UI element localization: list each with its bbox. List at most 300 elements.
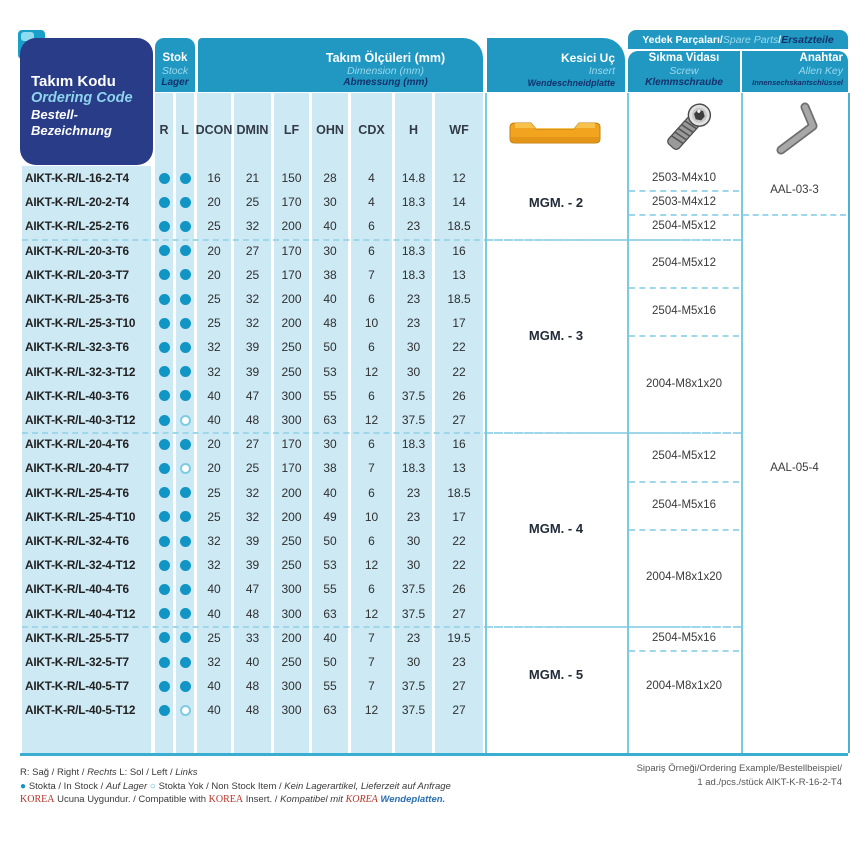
stock-r-cell — [155, 408, 173, 432]
screw-separator — [629, 190, 739, 192]
stock-dot-filled — [159, 584, 170, 595]
cell-wf: 16 — [452, 437, 466, 452]
stock-l-cell — [176, 214, 194, 238]
cell-wf: 13 — [452, 461, 466, 476]
stock-header — [155, 38, 195, 92]
cell-ohn: 55 — [323, 582, 337, 597]
cell-h: 23 — [406, 316, 421, 331]
cell-h: 18.3 — [401, 243, 426, 258]
cell-dmin: 47 — [245, 582, 260, 597]
stock-l-cell — [176, 335, 194, 359]
stock-dot-filled — [159, 366, 170, 377]
insert-icon — [505, 118, 605, 148]
cell-dcon: 25 — [207, 292, 221, 307]
cell-lf: 200 — [281, 485, 302, 500]
section-separator — [22, 239, 741, 241]
cell-dmin: 33 — [245, 630, 260, 645]
stock-dot-filled — [180, 608, 191, 619]
cell-dmin: 39 — [245, 364, 260, 379]
row-code: AIKT-K-R/L-40-4-T12 — [25, 606, 136, 621]
stock-dot-filled — [180, 342, 191, 353]
cell-dcon: 40 — [207, 388, 221, 403]
allen-key-label: AAL-05-4 — [770, 462, 819, 475]
cell-ohn: 40 — [323, 292, 337, 307]
screw-label: 2004-M8x1x20 — [645, 571, 723, 584]
stock-l-cell — [176, 408, 194, 432]
cell-h: 23 — [406, 509, 421, 524]
stock-dot-filled — [180, 536, 191, 547]
cell-dmin: 39 — [245, 558, 260, 573]
stock-r-cell — [155, 529, 173, 553]
cell-lf: 170 — [281, 437, 302, 452]
cell-wf: 19.5 — [447, 630, 471, 645]
spare-parts-de: Ersatzteile — [781, 33, 834, 46]
stock-l-cell — [176, 456, 194, 480]
stock-l-cell — [176, 529, 194, 553]
stock-dot-filled — [180, 439, 191, 450]
allen-key-label: AAL-03-3 — [770, 184, 819, 197]
stock-l-cell — [176, 650, 194, 674]
stock-dot-filled — [159, 463, 170, 474]
cell-dmin: 32 — [245, 485, 260, 500]
insert-group — [485, 239, 627, 433]
cell-dmin: 48 — [245, 413, 260, 428]
cell-wf: 18.5 — [447, 292, 471, 307]
ordering-code-de: Bestell-Bezeichnung — [31, 107, 112, 138]
row-code: AIKT-K-R/L-32-4-T6 — [25, 534, 129, 549]
stock-dot-filled — [180, 294, 191, 305]
stock-dot-filled — [159, 342, 170, 353]
cell-h: 23 — [406, 485, 421, 500]
stock-dot-open — [180, 463, 191, 474]
cell-dcon: 32 — [207, 655, 221, 670]
cell-dcon: 40 — [207, 413, 221, 428]
cell-dcon: 40 — [207, 582, 221, 597]
stock-r-cell — [155, 311, 173, 335]
cell-cdx: 6 — [368, 437, 375, 452]
screw-group — [627, 190, 741, 214]
cell-dmin: 32 — [245, 292, 260, 307]
column-border — [485, 93, 487, 753]
cell-dmin: 32 — [245, 316, 260, 331]
cell-h: 18.3 — [401, 461, 426, 476]
cell-dcon: 16 — [207, 171, 221, 186]
cell-h: 30 — [406, 364, 421, 379]
dimensions-de: Abmessung (mm) — [343, 77, 428, 88]
stock-l-cell — [176, 239, 194, 263]
stock-l-cell — [176, 311, 194, 335]
stock-dot-filled — [159, 632, 170, 643]
cell-cdx: 10 — [364, 316, 379, 331]
cell-wf: 16 — [452, 243, 466, 258]
insert-group — [485, 432, 627, 626]
stock-dot-filled — [180, 487, 191, 498]
cell-lf: 250 — [281, 534, 302, 549]
cell-wf: 26 — [452, 582, 466, 597]
cell-ohn: 63 — [323, 413, 337, 428]
cell-h: 23 — [406, 292, 421, 307]
stock-r-cell — [155, 650, 173, 674]
stock-l-cell — [176, 626, 194, 650]
row-code: AIKT-K-R/L-32-3-T6 — [25, 340, 129, 355]
cell-dmin: 21 — [245, 171, 260, 186]
cell-wf: 22 — [452, 534, 466, 549]
stock-dot-filled — [159, 439, 170, 450]
cell-dmin: 27 — [245, 437, 260, 452]
row-code: AIKT-K-R/L-25-2-T6 — [25, 219, 129, 234]
insert-de: Wendeschneidplatte — [527, 78, 615, 88]
stock-l-cell — [176, 674, 194, 698]
screw-label: 2504-M5x12 — [652, 256, 716, 269]
cell-dcon: 32 — [207, 364, 221, 379]
column-border — [627, 93, 629, 753]
column-border — [741, 93, 743, 753]
row-code: AIKT-K-R/L-32-5-T7 — [25, 655, 129, 670]
cell-dmin: 47 — [245, 388, 260, 403]
cell-h: 37.5 — [401, 582, 426, 597]
cell-lf: 300 — [281, 679, 302, 694]
screw-group — [627, 626, 741, 650]
cell-wf: 27 — [452, 679, 466, 694]
row-code: AIKT-K-R/L-25-3-T10 — [25, 316, 136, 331]
stock-l-cell — [176, 577, 194, 601]
cell-cdx: 7 — [368, 679, 375, 694]
cell-lf: 200 — [281, 630, 302, 645]
cell-dcon: 40 — [207, 606, 221, 621]
cell-lf: 170 — [281, 267, 302, 282]
cell-h: 37.5 — [401, 606, 426, 621]
stock-dot-filled — [180, 197, 191, 208]
allen-key-group — [741, 166, 848, 214]
stock-dot-filled — [159, 560, 170, 571]
stock-dot-filled — [180, 390, 191, 401]
cell-lf: 250 — [281, 340, 302, 355]
cell-h: 18.3 — [401, 195, 426, 210]
cell-wf: 22 — [452, 558, 466, 573]
stock-dot-filled — [159, 511, 170, 522]
cell-ohn: 48 — [323, 316, 337, 331]
cell-wf: 17 — [452, 316, 466, 331]
cell-dmin: 27 — [245, 243, 260, 258]
cell-wf: 27 — [452, 703, 466, 718]
stock-r-cell — [155, 626, 173, 650]
cell-ohn: 50 — [323, 340, 337, 355]
stock-dot-open — [180, 705, 191, 716]
screw-group — [627, 239, 741, 287]
cell-wf: 18.5 — [447, 219, 471, 234]
stock-l-cell — [176, 360, 194, 384]
cell-ohn: 30 — [323, 243, 337, 258]
spare-parts-header: Yedek Parçaları / Spare Parts / Ersatzteile — [628, 30, 848, 49]
stock-l-cell — [176, 263, 194, 287]
stock-en: Stock — [161, 65, 189, 77]
cell-h: 37.5 — [401, 703, 426, 718]
row-code: AIKT-K-R/L-20-2-T4 — [25, 195, 129, 210]
screw-separator — [629, 529, 739, 531]
cell-dcon: 20 — [207, 267, 221, 282]
cell-h: 23 — [406, 219, 421, 234]
cell-lf: 300 — [281, 388, 302, 403]
insert-header — [487, 38, 625, 92]
screw-group — [627, 287, 741, 335]
row-code: AIKT-K-R/L-40-3-T12 — [25, 413, 136, 428]
screw-separator — [629, 481, 739, 483]
cell-lf: 300 — [281, 413, 302, 428]
cell-cdx: 12 — [364, 703, 379, 718]
cell-dcon: 32 — [207, 534, 221, 549]
cell-lf: 250 — [281, 655, 302, 670]
section-separator — [22, 432, 741, 434]
row-code: AIKT-K-R/L-25-5-T7 — [25, 630, 129, 645]
cell-ohn: 50 — [323, 655, 337, 670]
screw-group — [627, 481, 741, 529]
stock-r-cell — [155, 432, 173, 456]
cell-ohn: 63 — [323, 703, 337, 718]
column-header-dmin: DMIN — [236, 122, 269, 137]
cell-cdx: 6 — [368, 243, 375, 258]
stock-dot-filled — [180, 318, 191, 329]
screw-tr: Sıkma Vidası — [648, 52, 720, 64]
stock-dot-filled — [180, 173, 191, 184]
allen-key-en: Allen Key — [798, 65, 843, 77]
stock-r-cell — [155, 214, 173, 238]
stock-r-cell — [155, 456, 173, 480]
cell-cdx: 6 — [368, 340, 375, 355]
stock-dot-filled — [159, 269, 170, 280]
cell-lf: 200 — [281, 316, 302, 331]
cell-h: 18.3 — [401, 437, 426, 452]
cell-cdx: 12 — [364, 606, 379, 621]
cell-ohn: 40 — [323, 219, 337, 234]
dimensions-tr: Takım Ölçüleri (mm) — [325, 51, 446, 65]
stock-l-cell — [176, 602, 194, 626]
stock-dot-filled — [159, 657, 170, 668]
cell-dcon: 25 — [207, 485, 221, 500]
row-code: AIKT-K-R/L-20-3-T7 — [25, 267, 129, 282]
cell-cdx: 7 — [368, 655, 375, 670]
cell-dcon: 25 — [207, 630, 221, 645]
stock-l-cell — [176, 384, 194, 408]
cell-h: 18.3 — [401, 267, 426, 282]
screw-group — [627, 335, 741, 432]
cell-wf: 27 — [452, 606, 466, 621]
cell-h: 30 — [406, 340, 421, 355]
cell-h: 30 — [406, 655, 421, 670]
screw-group — [627, 166, 741, 190]
screw-separator — [629, 214, 739, 216]
insert-en: Insert — [588, 65, 615, 77]
row-code: AIKT-K-R/L-32-3-T12 — [25, 364, 136, 379]
cell-h: 37.5 — [401, 679, 426, 694]
cell-cdx: 7 — [368, 461, 375, 476]
cell-wf: 22 — [452, 340, 466, 355]
ordering-example-title: Sipariş Örneği/Ordering Example/Bestellbeispiel/ — [636, 763, 842, 774]
cell-h: 37.5 — [401, 413, 426, 428]
cell-lf: 200 — [281, 219, 302, 234]
stock-dot-open — [180, 415, 191, 426]
stock-r-cell — [155, 674, 173, 698]
row-code: AIKT-K-R/L-20-4-T7 — [25, 461, 129, 476]
row-code: AIKT-K-R/L-25-4-T10 — [25, 509, 136, 524]
stock-r-cell — [155, 263, 173, 287]
stock-dot-filled — [159, 487, 170, 498]
column-header-r: R — [159, 122, 169, 137]
row-code: AIKT-K-R/L-40-4-T6 — [25, 582, 129, 597]
legend-line-2: ● Stokta / In Stock / Auf Lager ○ Stokta Yok / Non Stock Item / Kein Lagerartikel, Lieferzeit auf Anfrage — [20, 780, 451, 792]
screw-icon — [655, 98, 717, 162]
column-header-l: L — [181, 122, 189, 137]
cell-dmin: 48 — [245, 606, 260, 621]
stock-dot-filled — [159, 390, 170, 401]
cell-ohn: 30 — [323, 437, 337, 452]
cell-lf: 300 — [281, 703, 302, 718]
cell-ohn: 50 — [323, 534, 337, 549]
stock-dot-filled — [180, 657, 191, 668]
cell-cdx: 12 — [364, 558, 379, 573]
screw-separator — [629, 287, 739, 289]
cell-ohn: 53 — [323, 364, 337, 379]
screw-label: 2004-M8x1x20 — [645, 680, 723, 693]
cell-ohn: 38 — [323, 461, 337, 476]
cell-dcon: 20 — [207, 461, 221, 476]
cell-dmin: 48 — [245, 679, 260, 694]
legend-line-1: R: Sağ / Right / Rechts L: Sol / Left / Links — [20, 767, 198, 778]
insert-group — [485, 166, 627, 239]
cell-cdx: 12 — [364, 413, 379, 428]
stock-r-cell — [155, 481, 173, 505]
cell-ohn: 63 — [323, 606, 337, 621]
cell-lf: 170 — [281, 195, 302, 210]
stock-r-cell — [155, 553, 173, 577]
row-code: AIKT-K-R/L-20-3-T6 — [25, 243, 129, 258]
ordering-code-en: Ordering Code — [31, 90, 133, 106]
screw-separator — [629, 650, 739, 652]
stock-tr: Stok — [162, 52, 188, 64]
screw-header — [628, 51, 740, 92]
cell-wf: 23 — [452, 655, 466, 670]
cell-dmin: 39 — [245, 534, 260, 549]
stock-l-cell — [176, 698, 194, 722]
footer-legend — [20, 766, 451, 807]
cell-cdx: 6 — [368, 582, 375, 597]
stock-dot-filled — [180, 269, 191, 280]
stock-r-cell — [155, 166, 173, 190]
cell-h: 14.8 — [401, 171, 426, 186]
column-header-dcon: DCON — [195, 122, 233, 137]
stock-dot-filled — [159, 173, 170, 184]
stock-l-cell — [176, 166, 194, 190]
cell-cdx: 6 — [368, 534, 375, 549]
screw-group — [627, 214, 741, 238]
stock-dot-filled — [180, 221, 191, 232]
cell-h: 30 — [406, 534, 421, 549]
cell-h: 37.5 — [401, 388, 426, 403]
insert-label: MGM. - 2 — [528, 194, 584, 210]
table-bottom-border — [20, 753, 848, 756]
column-header-cdx: CDX — [358, 122, 385, 137]
cell-wf: 27 — [452, 413, 466, 428]
cell-cdx: 6 — [368, 292, 375, 307]
cell-cdx: 4 — [368, 171, 375, 186]
screw-group — [627, 529, 741, 626]
cell-dmin: 40 — [245, 655, 260, 670]
allen-key-de: Innensechskantschlüssel — [752, 78, 843, 87]
stock-dot-filled — [159, 536, 170, 547]
cell-dmin: 39 — [245, 340, 260, 355]
cell-ohn: 30 — [323, 195, 337, 210]
cell-ohn: 28 — [323, 171, 337, 186]
cell-cdx: 6 — [368, 485, 375, 500]
ordering-example — [522, 762, 842, 790]
stock-r-cell — [155, 287, 173, 311]
stock-r-cell — [155, 505, 173, 529]
stock-r-cell — [155, 577, 173, 601]
cell-dmin: 32 — [245, 509, 260, 524]
allen-key-group — [741, 214, 848, 722]
cell-dcon: 32 — [207, 558, 221, 573]
stock-r-cell — [155, 602, 173, 626]
cell-lf: 200 — [281, 292, 302, 307]
stock-dot-filled — [180, 584, 191, 595]
stock-l-cell — [176, 481, 194, 505]
cell-ohn: 55 — [323, 679, 337, 694]
ordering-example-value: 1 ad./pcs./stück AIKT-K-R-16-2-T4 — [697, 777, 842, 788]
cell-ohn: 38 — [323, 267, 337, 282]
stock-dot-filled — [180, 681, 191, 692]
row-code: AIKT-K-R/L-25-3-T6 — [25, 292, 129, 307]
allen-key-icon — [768, 100, 824, 158]
cell-cdx: 7 — [368, 630, 375, 645]
cell-dmin: 25 — [245, 461, 260, 476]
stock-l-cell — [176, 287, 194, 311]
stock-dot-filled — [159, 705, 170, 716]
stock-dot-filled — [159, 197, 170, 208]
cell-ohn: 40 — [323, 630, 337, 645]
cell-dcon: 25 — [207, 219, 221, 234]
cell-lf: 250 — [281, 558, 302, 573]
cell-lf: 300 — [281, 582, 302, 597]
column-header-lf: LF — [283, 122, 300, 137]
cell-dcon: 25 — [207, 509, 221, 524]
stock-dot-filled — [159, 221, 170, 232]
stock-l-cell — [176, 553, 194, 577]
cell-ohn: 40 — [323, 485, 337, 500]
cell-cdx: 4 — [368, 195, 375, 210]
cell-wf: 13 — [452, 267, 466, 282]
cell-dcon: 20 — [207, 195, 221, 210]
row-code: AIKT-K-R/L-40-3-T6 — [25, 388, 129, 403]
stock-dot-filled — [159, 608, 170, 619]
screw-separator — [629, 335, 739, 337]
cell-lf: 250 — [281, 364, 302, 379]
row-code: AIKT-K-R/L-40-5-T12 — [25, 703, 136, 718]
cell-wf: 14 — [452, 195, 466, 210]
screw-group — [627, 432, 741, 480]
row-code: AIKT-K-R/L-40-5-T7 — [25, 679, 129, 694]
stock-dot-filled — [159, 681, 170, 692]
cell-dmin: 25 — [245, 195, 260, 210]
spare-parts-tr: Yedek Parçaları — [642, 33, 720, 46]
stock-dot-filled — [180, 245, 191, 256]
cell-cdx: 10 — [364, 509, 379, 524]
cell-dcon: 20 — [207, 243, 221, 258]
screw-label: 2504-M5x16 — [652, 631, 716, 644]
insert-label: MGM. - 5 — [528, 666, 584, 682]
cell-dcon: 25 — [207, 316, 221, 331]
stock-r-cell — [155, 239, 173, 263]
cell-wf: 26 — [452, 388, 466, 403]
stock-dot-filled — [180, 560, 191, 571]
